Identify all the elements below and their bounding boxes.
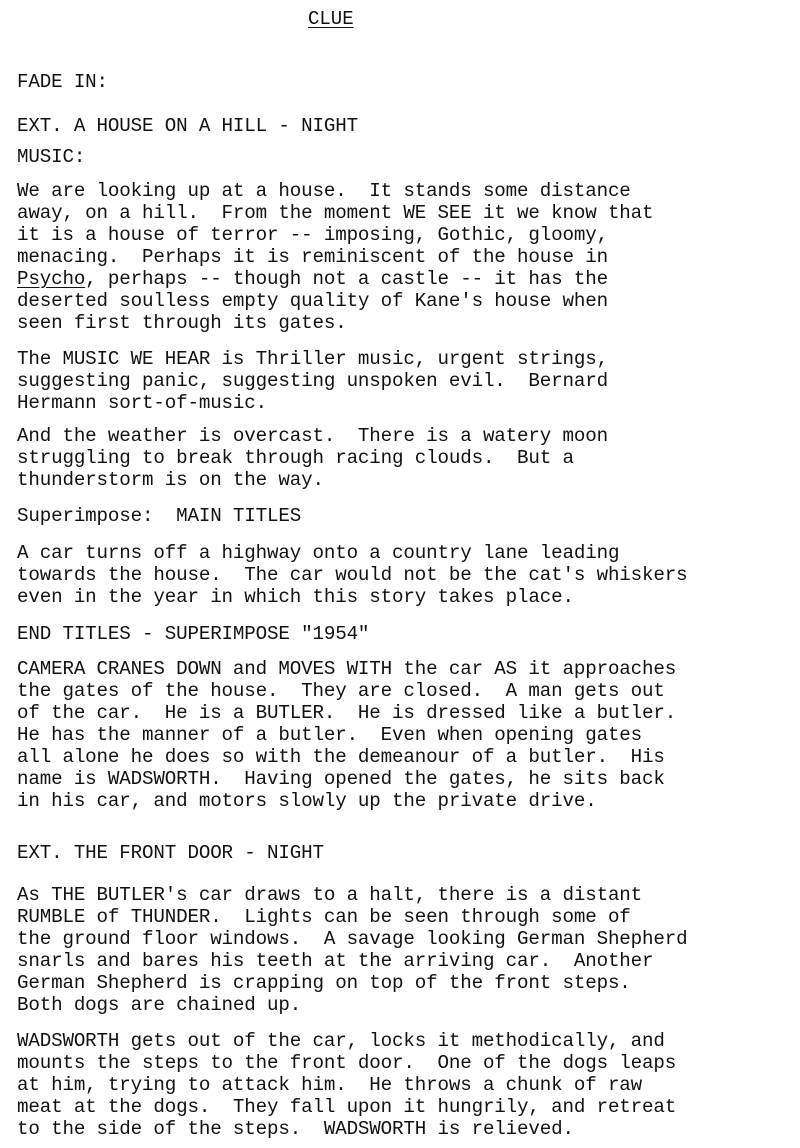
text-line: deserted soulless empty quality of Kane's house when [17,290,608,312]
text-line: Superimpose: MAIN TITLES [17,505,302,527]
text-line: FADE IN: [17,71,108,93]
text-line: the gates of the house. They are closed. A man gets out [17,680,665,702]
text-line: menacing. Perhaps it is reminiscent of the house in [17,246,608,268]
page-title: CLUE [308,8,354,30]
text-line: We are looking up at a house. It stands some distance [17,180,631,202]
text-line: name is WADSWORTH. Having opened the gates, he sits back [17,768,665,790]
text-line: all alone he does so with the demeanour of a butler. His [17,746,665,768]
text-line: of the car. He is a BUTLER. He is dressed like a butler. [17,702,677,724]
text-line: German Shepherd is crapping on top of the front steps. [17,972,631,994]
text-line: to the side of the steps. WADSWORTH is relieved. [17,1118,574,1140]
text-line: CAMERA CRANES DOWN and MOVES WITH the car AS it approaches [17,658,677,680]
film-title-underlined: Psycho [17,268,86,290]
text-line: WADSWORTH gets out of the car, locks it methodically, and [17,1030,665,1052]
text-line: A car turns off a highway onto a country lane leading [17,542,620,564]
text-line: struggling to break through racing clouds. But a [17,447,574,469]
text-line: away, on a hill. From the moment WE SEE it we know that [17,202,654,224]
scene-heading: EXT. THE FRONT DOOR - NIGHT [17,842,324,864]
text-line: at him, trying to attack him. He throws a chunk of raw [17,1074,643,1096]
text-line: The MUSIC WE HEAR is Thriller music, urgent strings, [17,348,608,370]
text-line: As THE BUTLER's car draws to a halt, there is a distant [17,884,643,906]
text-line-rest: , perhaps -- though not a castle -- it has the [85,268,608,290]
text-line: it is a house of terror -- imposing, Gothic, gloomy, [17,224,608,246]
text-line: towards the house. The car would not be the cat's whiskers [17,564,688,586]
text-line: mounts the steps to the front door. One of the dogs leaps [17,1052,677,1074]
text-line: the ground floor windows. A savage looking German Shepherd [17,928,688,950]
text-line: And the weather is overcast. There is a watery moon [17,425,608,447]
text-line: MUSIC: [17,146,86,168]
scene-heading: EXT. A HOUSE ON A HILL - NIGHT [17,115,358,137]
text-line: seen first through its gates. [17,312,347,334]
text-line: suggesting panic, suggesting unspoken evil. Bernard [17,370,608,392]
text-line: He has the manner of a butler. Even when opening gates [17,724,643,746]
text-line: snarls and bares his teeth at the arriving car. Another [17,950,654,972]
text-line: END TITLES - SUPERIMPOSE "1954" [17,623,370,645]
text-line: Both dogs are chained up. [17,994,302,1016]
text-line: RUMBLE of THUNDER. Lights can be seen through some of [17,906,631,928]
text-line: even in the year in which this story takes place. [17,586,574,608]
text-line: Hermann sort-of-music. [17,392,268,414]
text-line: thunderstorm is on the way. [17,469,324,491]
text-line: meat at the dogs. They fall upon it hungrily, and retreat [17,1096,677,1118]
text-line-with-title [17,268,608,290]
text-line: in his car, and motors slowly up the private drive. [17,790,597,812]
